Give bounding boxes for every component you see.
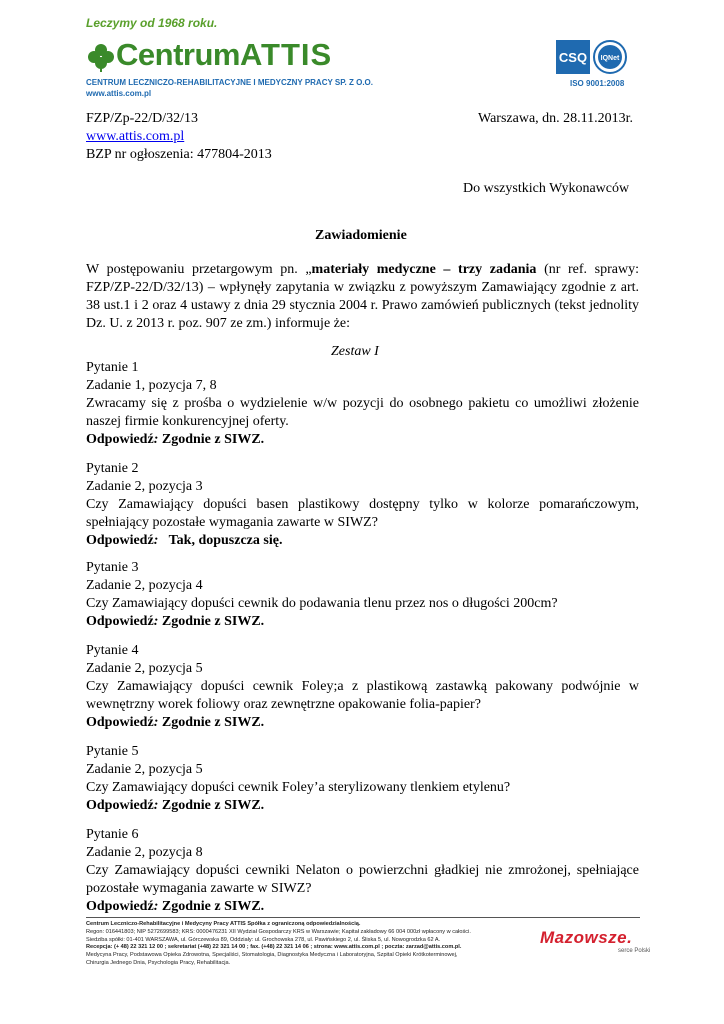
question-number: Pytanie 5 <box>86 744 139 759</box>
question-position: Zadanie 2, pozycja 8 <box>86 845 203 860</box>
question-position: Zadanie 2, pozycja 5 <box>86 762 203 777</box>
question-text: Czy Zamawiający dopuści cewnik Foley’a sterylizowany tlenkiem etylenu? <box>86 780 511 795</box>
intro-paragraph: W postępowaniu przetargowym pn. „materiały medyczne – trzy zadania (nr ref. sprawy: FZP/ZP-22/D/32/13) – wpłynęły zapytania w związku z powyższym Zamawiający zgodnie z art. 38 ust.1 i 2 oraz 4 ustawy z dnia 29 stycznia 2004 r. Prawo zamówień publicznych (tekst jednolity Dz. U. z 2013 r. poz. 907 ze zm.) informuje że: <box>86 262 639 331</box>
question-block <box>86 460 639 550</box>
question-text: Czy Zamawiający dopuści cewnik Foley;a z plastikową zastawką pakowany podwójnie w wewnętrzny worek foliowy oraz zewnętrzne opakowanie folia-papier? <box>86 679 639 712</box>
footer-company-info: Centrum Leczniczo-Rehabilitacyjne i Medycyny Pracy ATTIS Spółka z ograniczoną odpowiedzialnością. Regon: 016441803; NIP 5272699583; KRS: 0000476231 XII Wydział Gospodarczy KRS w Warszawie; Kapitał zakładowy 66 004 000zł wpłacony w całości. Siedziba spółki: 01-401 WARSZAWA, ul. Górczewska 89, Oddziały: ul. Grochowska 278, ul. Pawińskiego 2, ul. Śliska 5, ul. Nowogrodzka 62 A. Recepcja: (+ 48) 22 321 12 00 ; sekretariat (+48) 22 321 14 00 ; fax. (+48) 22 321 14 06 ; strona: www.attis.com.pl ; poczta: zarzad@attis.com.pl. Medycyna Pracy, Podstawowa Opieka Zdrowotna, Specjaliści, Stomatologia, Diagnostyka Medyczna i Laboratoryjna, Szpital Opieki Krótkoterminowej, Chirurgia Jednego Dnia, Psychologia Pracy, Rehabilitacja. <box>86 921 471 966</box>
question-number: Pytanie 3 <box>86 560 139 575</box>
answer: Odpowiedź: Zgodnie z SIWZ. <box>86 432 265 447</box>
answer: Odpowiedź: Zgodnie z SIWZ. <box>86 798 265 813</box>
answer: Odpowiedź: Zgodnie z SIWZ. <box>86 899 265 914</box>
question-number: Pytanie 6 <box>86 827 139 842</box>
answer: Odpowiedź: Tak, dopuszcza się. <box>86 533 283 548</box>
question-number: Pytanie 2 <box>86 461 139 476</box>
company-tagline: Leczymy od 1968 roku. <box>86 16 218 30</box>
mazowsze-logo: Mazowsze. <box>540 928 633 947</box>
csq-certificate-icon <box>556 40 628 74</box>
question-position: Zadanie 2, pozycja 5 <box>86 661 203 676</box>
question-text: Czy Zamawiający dopuści cewniki Nelaton o powierzchni gładkiej nie zmrożonej, spełniające pozostałe wymagania zawarte w SIWZ? <box>86 863 639 896</box>
question-text: Zwracamy się z prośba o wydzielenie w/w pozycji do osobnego pakietu co umożliwi złożenie naszej firmie konkurencyjnej oferty. <box>86 396 639 429</box>
svg-text:IQNet: IQNet <box>600 55 620 62</box>
reference-number: FZP/Zp-22/D/32/13 <box>86 111 199 126</box>
document-title: Zawiadomienie <box>315 228 407 243</box>
question-number: Pytanie 1 <box>86 360 139 375</box>
answer: Odpowiedź: Zgodnie z SIWZ. <box>86 715 265 730</box>
company-full-name: CENTRUM LECZNICZO-REHABILITACYJNE I MEDYCZNY PRACY SP. Z O.O. <box>86 78 373 87</box>
place-and-date: Warszawa, dn. 28.11.2013r. <box>478 111 634 126</box>
bzp-notice-number: BZP nr ogłoszenia: 477804-2013 <box>86 147 272 162</box>
question-block <box>86 743 639 815</box>
question-block <box>86 826 639 916</box>
mazowsze-tagline: serce Polski <box>618 948 651 954</box>
company-logo: CentrumATTIS <box>116 37 333 72</box>
clover-logo-icon <box>86 42 116 72</box>
question-position: Zadanie 2, pozycja 4 <box>86 578 203 593</box>
company-url: www.attis.com.pl <box>86 89 152 98</box>
question-block <box>86 359 639 449</box>
website-link[interactable]: www.attis.com.pl <box>86 129 185 144</box>
question-text: Czy Zamawiający dopuści basen plastikowy dostępny tylko w kolorze pomarańczowym, spełniający pozostałe wymagania zawarte w SIWZ? <box>86 497 639 530</box>
question-block <box>86 642 639 732</box>
svg-text:CSQ: CSQ <box>558 50 588 65</box>
footer-divider <box>86 917 640 918</box>
question-set-title: Zestaw I <box>331 344 379 359</box>
question-position: Zadanie 1, pozycja 7, 8 <box>86 378 217 393</box>
question-position: Zadanie 2, pozycja 3 <box>86 479 203 494</box>
answer: Odpowiedź: Zgodnie z SIWZ. <box>86 614 265 629</box>
question-number: Pytanie 4 <box>86 643 139 658</box>
addressee: Do wszystkich Wykonawców <box>463 181 630 196</box>
question-text: Czy Zamawiający dopuści cewnik do podawania tlenu przez nos o długości 200cm? <box>86 596 558 611</box>
iso-certificate-label: ISO 9001:2008 <box>570 79 625 88</box>
question-block <box>86 559 639 631</box>
